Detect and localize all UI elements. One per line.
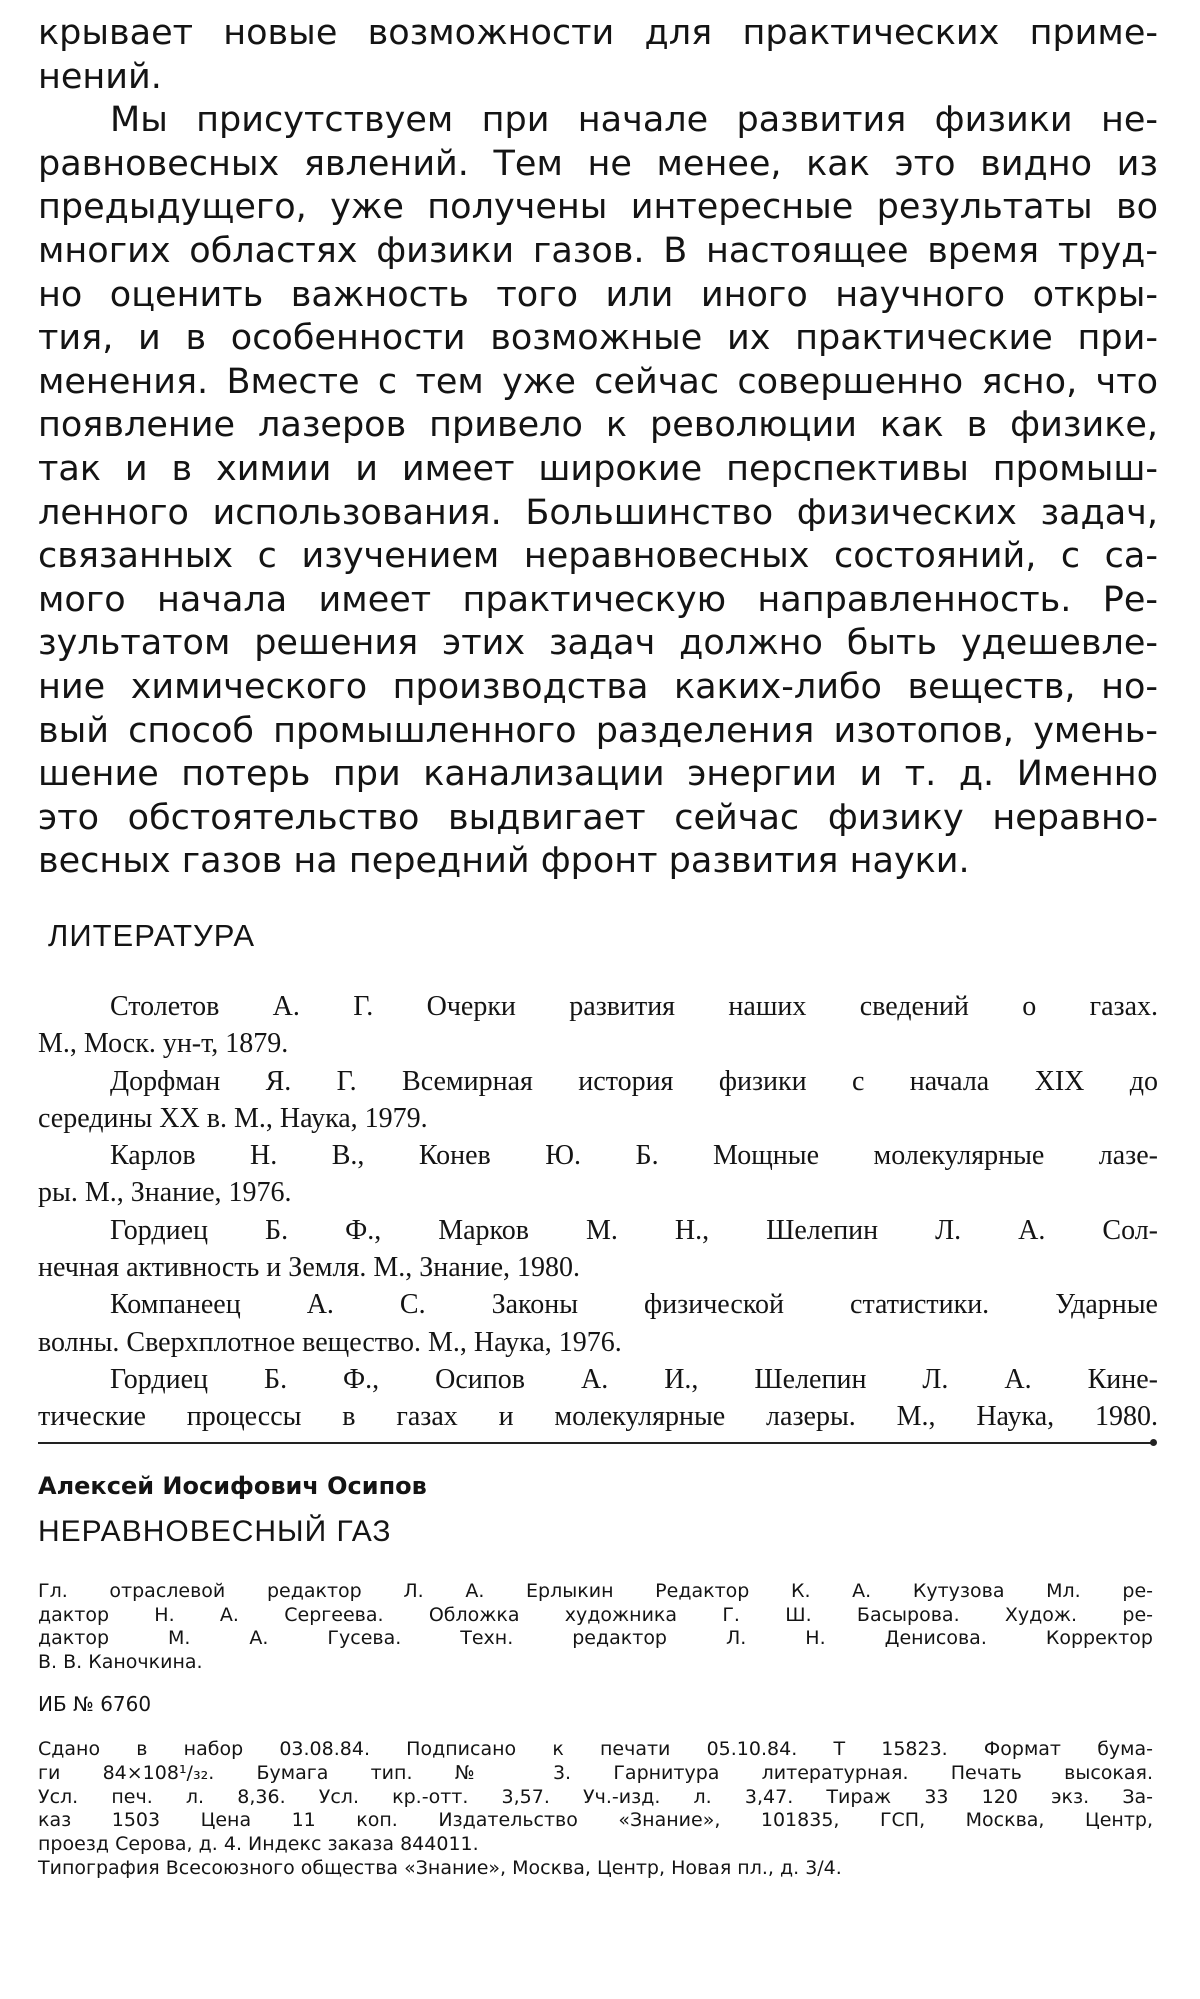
- imprint-line: каз 1503 Цена 11 коп. Издательство «Знание», 101835, ГСП, Москва, Центр,: [38, 1809, 1153, 1832]
- credits-line: Гл. отраслевой редактор Л. А. Ерлыкин Редактор К. А. Кутузова Мл. ре-: [38, 1580, 1153, 1602]
- body-line: вый способ промышленного разделения изотопов, умень-: [38, 710, 1158, 751]
- credits-line: дактор Н. А. Сергеева. Обложка художника Г. Ш. Басырова. Худож. ре-: [38, 1603, 1153, 1626]
- reference-list: [38, 988, 1158, 1436]
- reference-line: Столетов А. Г. Очерки развития наших сведений о газах.: [110, 991, 1158, 1022]
- reference-line: ры. М., Знание, 1976.: [38, 1177, 292, 1209]
- body-line: ние химического производства каких-либо веществ, но-: [38, 666, 1158, 707]
- reference-line: М., Моск. ун-т, 1879.: [38, 1028, 289, 1060]
- imprint-block: [38, 1738, 1153, 1881]
- body-line: шение потерь при канализации энергии и т. д. Именно: [38, 754, 1158, 795]
- body-line: но оценить важность того или иного научного откры-: [38, 274, 1158, 315]
- imprint-line: ги 84×108¹/₃₂. Бумага тип. № 3. Гарнитура литературная. Печать высокая.: [38, 1761, 1153, 1784]
- body-line: равновесных явлений. Тем не менее, как это видно из: [38, 143, 1158, 184]
- reference-line: середины XX в. М., Наука, 1979.: [38, 1102, 428, 1134]
- reference-line: Дорфман Я. Г. Всемирная история физики с начала XIX до: [110, 1065, 1158, 1097]
- body-line: связанных с изучением неравновесных состояний, с са-: [38, 536, 1158, 577]
- body-text: [38, 12, 1158, 884]
- body-line: нений.: [38, 56, 162, 97]
- reference-line: Компанеец А. С. Законы физической статистики. Ударные: [110, 1289, 1158, 1321]
- body-line: так и в химии и имеет широкие перспективы промыш-: [38, 448, 1158, 489]
- body-line: крывает новые возможности для практических приме-: [38, 13, 1158, 53]
- imprint-line: проезд Серова, д. 4. Индекс заказа 844011.: [38, 1833, 479, 1856]
- imprint-line: Сдано в набор 03.08.84. Подписано к печати 05.10.84. Т 15823. Формат бума-: [38, 1738, 1153, 1760]
- reference-line: тические процессы в газах и молекулярные лазеры. М., Наука, 1980.: [38, 1401, 1158, 1433]
- body-line: появление лазеров привело к революции как в физике,: [38, 405, 1158, 446]
- ib-number: ИБ № 6760: [38, 1692, 152, 1716]
- credits-line: В. В. Каночкина.: [38, 1650, 203, 1673]
- imprint-line: Усл. печ. л. 8,36. Усл. кр.-отт. 3,57. Уч.-изд. л. 3,47. Тираж 33 120 экз. За-: [38, 1785, 1153, 1808]
- body-line: предыдущего, уже получены интересные результаты во: [38, 187, 1158, 228]
- body-line: зультатом решения этих задач должно быть удешевле-: [38, 623, 1158, 664]
- body-line: многих областях физики газов. В настоящее время труд-: [38, 230, 1158, 271]
- reference-line: нечная активность и Земля. М., Знание, 1980.: [38, 1252, 581, 1284]
- credits-line: дактор М. А. Гусева. Техн. редактор Л. Н. Денисова. Корректор: [38, 1627, 1153, 1649]
- body-line: ленного использования. Большинство физических задач,: [38, 492, 1158, 533]
- reference-line: волны. Сверхплотное вещество. М., Наука, 1976.: [38, 1326, 622, 1358]
- body-line: мого начала имеет практическую направленность. Ре-: [38, 579, 1158, 620]
- body-line: менения. Вместе с тем уже сейчас совершенно ясно, что: [38, 361, 1158, 402]
- reference-line: Гордиец Б. Ф., Марков М. Н., Шелепин Л. А. Сол-: [110, 1214, 1158, 1246]
- book-title: НЕРАВНОВЕСНЫЙ ГАЗ: [38, 1515, 392, 1548]
- imprint-line: Типография Всесоюзного общества «Знание», Москва, Центр, Новая пл., д. 3/4.: [38, 1856, 842, 1879]
- body-line: Мы присутствуем при начале развития физики не-: [110, 100, 1158, 141]
- reference-line: Гордиец Б. Ф., Осипов А. И., Шелепин Л. А. Кине-: [110, 1363, 1158, 1395]
- section-divider: [38, 1442, 1153, 1444]
- reference-line: Карлов Н. В., Конев Ю. Б. Мощные молекулярные лазе-: [110, 1140, 1158, 1172]
- author-name: Алексей Иосифович Осипов: [38, 1472, 427, 1500]
- body-line: весных газов на передний фронт развития науки.: [38, 841, 970, 882]
- body-line: тия, и в особенности возможные их практические при-: [38, 318, 1158, 359]
- literature-heading: ЛИТЕРАТУРА: [48, 918, 256, 953]
- editorial-credits: [38, 1580, 1153, 1674]
- body-line: это обстоятельство выдвигает сейчас физику неравно-: [38, 797, 1158, 838]
